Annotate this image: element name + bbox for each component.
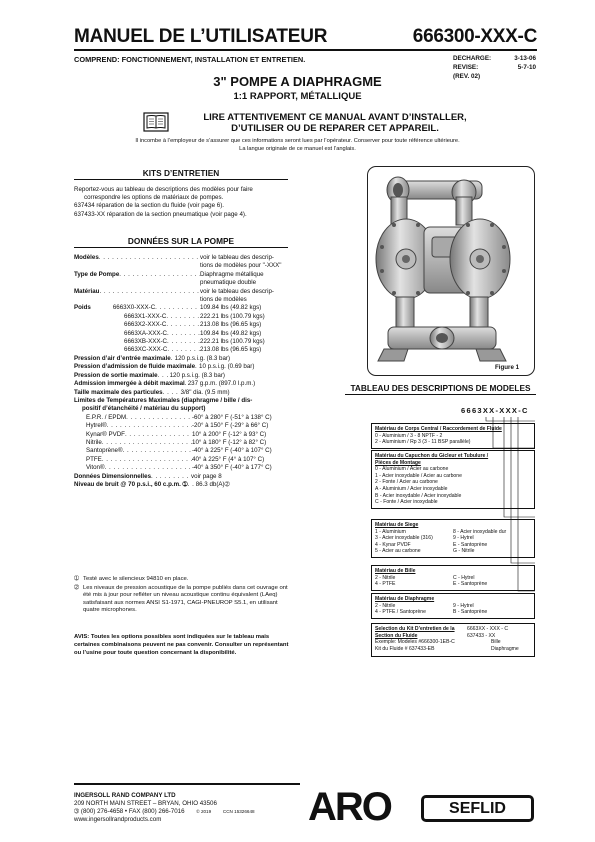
pump-figure-frame <box>367 166 535 376</box>
weight-model: 6663X2-XXX-C <box>124 321 167 329</box>
material-temp: -40° à 225° F (-40° à 107° C) <box>192 447 272 455</box>
material-name: Nitrile <box>86 438 102 446</box>
spec-value: 120 p.s.i.g. (8.3 bar) <box>174 354 231 362</box>
weight-value: 213.08 lbs (96.65 kgs) <box>200 346 262 354</box>
option-line: 2 - Fonte / Acier au carbone <box>375 479 438 486</box>
pump-data-heading: DONNÉES SUR LA POMPE <box>74 236 288 248</box>
spec-value: voir le tableau des descrip- <box>200 287 274 295</box>
availability-notice: AVIS: Toutes les options possibles sont indiquées sur le tableau mais certaines combinaisons peuvent ne pas convenir. Consulter un représentant ou l’usine pour toute question concernant la disponibilité. <box>74 634 289 656</box>
manual-title: MANUEL DE L’UTILISATEUR <box>74 26 328 47</box>
weight-value: 109.84 lbs (49.82 kgs) <box>200 329 262 337</box>
kit-diaphragm-label: Diaphragme <box>491 645 519 652</box>
ball-material-box <box>371 565 535 591</box>
footnote-text: Les niveaux de pression acoustique de la pompe publiés dans cet ouvrage ont été mis à jour pour refléter un niveau acoustique continu équivalent (LAeq) satisfaisant aux normes ANSI S1-1971, CAGI-PNEUROP S5.1, en utilisant quatre microphones. <box>83 584 288 614</box>
spec-label: Données Dimensionnelles <box>74 472 152 480</box>
weight-model: 6663X0-XXX-C <box>112 304 156 312</box>
kits-line: Reportez-vous au tableau de descriptions des modèles pour faire <box>74 186 253 193</box>
box-title: Matériau de Bille <box>375 568 416 574</box>
kit-code-fluid: 637433 - XX <box>467 632 496 639</box>
material-temp: 10° à 180° F (-12° à 82° C) <box>192 438 267 446</box>
company-website: www.ingersollrandproducts.com <box>74 816 162 823</box>
kit-example: Kit du Fluide # 637433-EB <box>375 645 435 652</box>
material-temp: 10° à 200° F (-12° à 93° C) <box>192 430 267 438</box>
kits-heading: KITS D’ENTRETIEN <box>74 168 288 180</box>
footnote-symbol: ➁ <box>74 584 79 591</box>
option-line: G - Nitrile <box>453 548 475 555</box>
warning-line-2: D’UTILISER OU DE REPARER CET APPAREIL. <box>231 123 439 134</box>
material-name: PTFE <box>86 455 102 463</box>
box-title-cont: Section du Fluide <box>375 632 418 639</box>
read-manual-warning <box>175 112 495 134</box>
manifold-material-box <box>371 450 535 509</box>
spec-label: Matériau <box>74 287 100 295</box>
material-name: Viton® <box>86 464 105 472</box>
weight-value: 222.21 lbs (100.79 kgs) <box>200 312 265 320</box>
option-line: 5 - Acier au carbone <box>375 548 421 555</box>
spec-label: Pression d’admission de fluide maximale <box>74 363 196 371</box>
warning-note-1: Il incombe à l’employeur de s’assurer que ces informations seront lues par l’opérateur. Conserver pour toute référence ultérieure. <box>135 138 460 144</box>
center-body-material-box <box>371 423 535 449</box>
material-temp: -40° à 350° F (-40° à 177° C) <box>192 464 272 472</box>
kit-code-model: 6663XX - XXX - C <box>467 626 509 632</box>
company-phone: ➂ (800) 276-4658 • FAX (800) 266-7016 <box>74 808 185 815</box>
weight-value: 109.84 lbs (49.82 kgs) <box>200 304 262 312</box>
temperature-heading: Limites de Températures Maximales (diaphragme / bille / dis- <box>74 396 253 404</box>
spec-label: Pression de sortie maximale <box>74 371 158 379</box>
weight-model: 6663XC-XXX-C <box>124 346 168 354</box>
option-line: 9 - Hytrel <box>453 535 474 542</box>
box-title: Matériau de Diaphragme <box>375 596 435 602</box>
product-title: 3" POMPE A DIAPHRAGME <box>213 74 382 89</box>
option-line: 2 - Nitrile <box>375 602 396 609</box>
material-temp: -20° à 150° F (-29° à 66° C) <box>192 422 269 430</box>
warning-note <box>0 137 595 153</box>
option-line: 2 - Aluminium / Rp 3 (3 - 11 BSP parallèle) <box>375 439 471 446</box>
box-title: Matériau de Siege <box>375 522 419 528</box>
spec-value: 237 g.p.m. (897.0 l.p.m.) <box>187 380 256 388</box>
spec-value: 10 p.s.i.g. (0.69 bar) <box>199 363 255 371</box>
weight-label: Poids <box>74 304 91 312</box>
seat-material-box <box>371 519 535 558</box>
kits-line: correspondre les options de matériaux de pompes. <box>84 194 224 202</box>
warning-line-1: LIRE ATTENTIVEMENT CE MANUAL AVANT D’INSTALLER, <box>203 112 467 123</box>
option-line: E - Santoprène <box>453 541 488 548</box>
ccn-number: CCN 15326648 <box>222 809 255 814</box>
option-line: 3 - Acier inoxydable (316) <box>375 535 433 542</box>
figure-caption: Figure 1 <box>495 364 520 371</box>
seflid-logo: SEFLID <box>421 795 534 822</box>
pump-data-list <box>74 254 290 489</box>
weight-model: 6663X1-XXX-C <box>124 312 167 320</box>
rev-number: (REV. 02) <box>453 73 481 80</box>
footnotes <box>74 576 290 616</box>
option-line: 4 - PTFE / Santoprène <box>375 609 426 616</box>
kit-example: Exemple: Modeles #666300-1EB-C <box>375 639 455 646</box>
box-title-cont: Pièces de Montage <box>375 459 421 466</box>
material-name: Santoprène® <box>86 447 123 455</box>
option-line: 0 - Aluminium / 3 - 8 NPTF - 2 <box>375 432 443 439</box>
option-line: B - Acier inoxydable / Acier inoxydable <box>375 492 462 499</box>
box-title: Selection du Kit D’entretien de la <box>375 626 455 632</box>
model-table-heading: TABLEAU DES DESCRIPTIONS DE MODELES <box>345 383 536 395</box>
spec-value-cont: tions de modèles pour "-XXX" <box>200 262 282 270</box>
weight-value: 213.08 lbs (96.65 kgs) <box>200 321 262 329</box>
product-subtitle: 1:1 RAPPORT, MÉTALLIQUE <box>233 91 362 102</box>
kit-ball-label: Bille <box>491 639 501 646</box>
spec-value: 86.3 db(A)➁ <box>195 480 230 488</box>
option-line: 0 - Aluminium / Acier au carbone <box>375 466 449 473</box>
spec-value: 3/8" dia. (9.5 mm) <box>180 388 230 396</box>
spec-label: Pression d’air d’entrée maximale <box>74 354 171 362</box>
diaphragm-material-box <box>371 593 535 619</box>
option-line: 8 - Acier inoxydable dur <box>453 528 507 535</box>
spec-value: 120 p.s.i.g. (8.3 bar) <box>169 371 225 379</box>
kits-text <box>74 186 290 219</box>
option-line: 1 - Acier inoxydable / Acier au carbone <box>375 472 462 479</box>
material-name: E.P.R. / EPDM <box>86 413 127 421</box>
spec-label: Modèles <box>74 254 99 261</box>
warning-note-2: La langue originale de ce manuel est l’anglais. <box>239 146 356 152</box>
company-address: 209 NORTH MAIN STREET – BRYAN, OHIO 43506 <box>74 800 217 807</box>
spec-label: Taille maximale des particules <box>74 388 163 396</box>
box-title: Matériau du Capuchon du Gicleur et Tubulure / <box>375 453 489 459</box>
spec-label: Admission immergée à débit maximal <box>74 380 185 388</box>
weight-model: 6663XB-XXX-C <box>124 338 167 346</box>
manual-subtitle: COMPREND: FONCTIONNEMENT, INSTALLATION ET ENTRETIEN. <box>74 55 306 64</box>
option-line: B - Santoprène <box>453 609 488 616</box>
weight-model: 6663XA-XXX-C <box>124 329 167 337</box>
spec-value-cont: pneumatique double <box>200 279 257 287</box>
decharge-value: 3-13-06 <box>514 55 536 62</box>
material-name: Kynar® PVDF <box>86 430 125 438</box>
box-title: Matériau de Corps Central / Raccordement de Fluide <box>375 426 502 432</box>
material-name: Hytrel® <box>86 422 107 430</box>
kits-line: 637434 réparation de la section du fluide (voir page 6). <box>74 202 224 210</box>
open-book-icon <box>143 112 169 132</box>
decharge-label: DECHARGE: <box>453 55 492 62</box>
option-line: 4 - PTFE <box>375 581 396 588</box>
aro-logo: ARO <box>308 785 391 829</box>
revise-label: REVISE: <box>453 64 479 71</box>
footer-rule <box>74 783 300 785</box>
spec-value: Diaphragme métallique <box>200 270 264 278</box>
company-name: INGERSOLL RAND COMPANY LTD <box>74 792 176 799</box>
material-temp: -60° à 280° F (-51° à 138° C) <box>192 413 272 421</box>
option-line: E - Santoprène <box>453 581 488 588</box>
kits-line: 637433-XX réparation de la section pneumatique (voir page 4). <box>74 210 247 218</box>
footnote-text: Testé avec le silencieux 94810 en place. <box>83 576 189 582</box>
option-line: 9 - Hytrel <box>453 602 474 609</box>
pump-illustration <box>368 167 534 375</box>
option-line: C - Fonte / Acier inoxydable <box>375 499 438 506</box>
service-kit-selection-box <box>371 623 535 657</box>
option-line: C - Hytrel <box>453 574 475 581</box>
spec-label: Type de Pompe <box>74 270 120 278</box>
spec-label: Niveau de bruit @ 70 p.s.i., 60 c.p.m. ➀ <box>74 480 188 488</box>
weight-value: 222.21 lbs (100.79 kgs) <box>200 338 265 346</box>
header-rule <box>74 49 537 51</box>
spec-value: voir le tableau des descrip- <box>200 254 274 261</box>
option-line: A - Aluminium / Acier inoxydable <box>375 485 448 492</box>
model-number: 666300-XXX-C <box>412 26 537 47</box>
company-info <box>74 792 255 824</box>
footnote-symbol: ➀ <box>74 576 79 582</box>
model-code: 6663XX-XXX-C <box>461 406 529 415</box>
copyright: © 2019 <box>196 809 212 814</box>
temperature-heading-cont: positif d’étanchéité / matériau du support) <box>82 405 206 413</box>
material-temp: 40° à 225° F (4° à 107° C) <box>192 455 265 463</box>
option-line: 1 - Aluminium <box>375 528 406 535</box>
option-line: 4 - Kynar PVDF <box>375 541 411 548</box>
spec-value-cont: tions de modèles <box>200 296 247 304</box>
spec-value: voir page 8 <box>191 472 222 480</box>
revise-value: 5-7-10 <box>517 64 536 71</box>
option-line: 2 - Nitrile <box>375 574 396 581</box>
